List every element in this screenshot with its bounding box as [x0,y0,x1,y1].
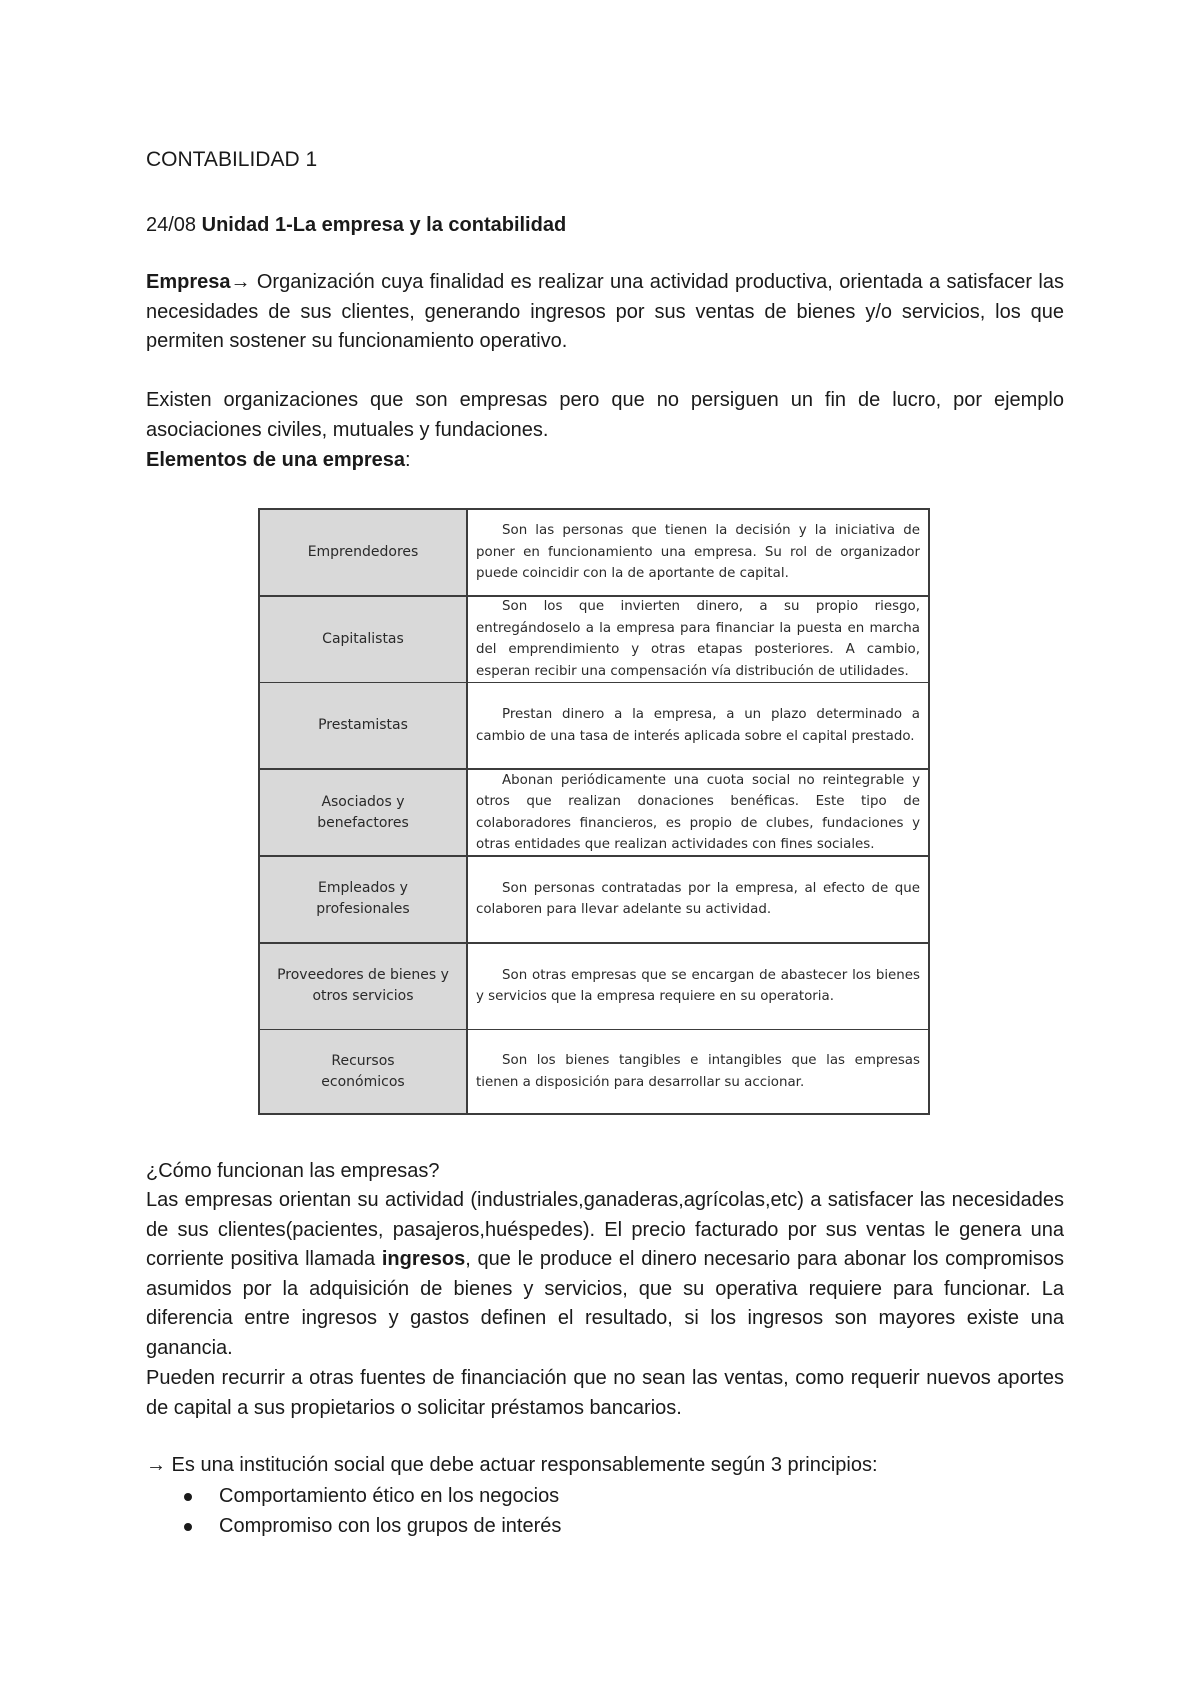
document-title: CONTABILIDAD 1 [146,148,318,171]
empresa-term: Empresa [146,271,231,293]
table-row [260,1030,928,1113]
element-description: Son otras empresas que se encargan de abastecer los bienes y servicios que la empresa requiere en su operatoria. [476,967,920,1004]
list-item [146,1481,561,1511]
elements-table [258,508,930,1115]
element-name-cell: Empleados y profesionales [260,857,468,942]
non-profit-paragraph: Existen organizaciones que son empresas pero que no persiguen un fin de lucro, por ejemplo asociaciones civiles, mutuales y fundaciones. [146,389,1064,441]
element-description: Son personas contratadas por la empresa, al efecto de que colaboren para llevar adelante su actividad. [476,880,920,918]
element-name-cell: Proveedores de bienes y otros servicios [260,944,468,1029]
elementos-heading [146,446,1064,476]
element-description: Prestan dinero a la empresa, a un plazo determinado a cambio de una tasa de interés aplicada sobre el capital prestado. [476,707,920,744]
element-name-cell: Emprendedores [260,510,468,595]
institucion-social-line: → Es una institución social que debe actuar responsablemente según 3 principios: [146,1454,878,1476]
principle-text: Compromiso con los grupos de interés [219,1515,562,1537]
funcionamiento-text-1: Las empresas orientan su actividad (industriales,ganaderas,agrícolas,etc) a satisfacer las necesidades de sus clientes(pacientes, pasajeros,huéspedes). El precio facturado por sus ventas le genera una corriente positiva llamada [146,1189,1064,1270]
empresa-definition: Organización cuya finalidad es realizar una actividad productiva, orientada a satisfacer las necesidades de sus clientes, generando ingresos por sus ventas de bienes y/o servicios, los que permiten sostener su funcionamiento operativo. [146,271,1064,352]
unit-date: 24/08 [146,214,197,236]
element-name-cell: Prestamistas [260,683,468,768]
element-description: Son las personas que tienen la decisión y la iniciativa de poner en funcionamiento una empresa. Su rol de organizador puede coincidir con la de aportante de capital. [476,523,920,582]
empresa-definition-paragraph [146,268,1064,357]
list-item [146,1511,561,1541]
funcionamiento-text-2: , que le produce el dinero necesario para abonar los compromisos asumidos por la adquisición de bienes y servicios, que su operativa requiere para funcionar. La diferencia entre ingresos y gastos definen el resultado, si los ingresos son mayores existe una ganancia. [146,1248,1064,1359]
table-row [260,944,928,1031]
unit-title: Unidad 1-La empresa y la contabilidad [201,214,567,236]
table-row [260,683,928,770]
principles-list [146,1481,561,1541]
element-description-cell [468,944,928,1029]
element-description-cell [468,683,928,768]
ingresos-term: ingresos [381,1248,466,1270]
empresa-arrow: → [230,271,251,293]
table-row [260,770,928,857]
element-description-cell [468,510,928,595]
element-description-cell [468,857,928,942]
element-name-cell: Asociados y benefactores [260,770,468,855]
element-description-cell [468,597,928,682]
table-row [260,510,928,597]
elementos-heading-text: Elementos de una empresa [146,449,405,471]
element-description-cell [468,770,928,855]
bullet-icon [184,1493,192,1501]
como-funcionan-question: ¿Cómo funcionan las empresas? [146,1160,440,1182]
element-description-cell [468,1030,928,1113]
unit-heading [146,211,566,239]
financiacion-paragraph: Pueden recurrir a otras fuentes de financiación que no sean las ventas, como requerir nuevos aportes de capital a sus propietarios o solicitar préstamos bancarios. [146,1367,1064,1419]
element-description: Abonan periódicamente una cuota social no reintegrable y otros que realizan donaciones benéficas. Este tipo de colaboradores financieros, es propio de clubes, fundaciones y otras entidades que realizan actividades con fines sociales. [476,772,920,853]
element-description: Son los que invierten dinero, a su propio riesgo, entregándoselo a la empresa para financiar la puesta en marcha del emprendimiento y otras etapas posteriores. A cambio, esperan recibir una compensación vía distribución de utilidades. [476,599,920,679]
element-description: Son los bienes tangibles e intangibles que las empresas tienen a disposición para desarrollar su accionar. [476,1053,920,1090]
elementos-colon: : [404,449,411,471]
table-row [260,857,928,944]
table-row [260,597,928,684]
element-name-cell: Recursos económicos [260,1030,468,1113]
funcionamiento-paragraph [146,1186,1064,1363]
bullet-icon [184,1523,192,1531]
principle-text: Comportamiento ético en los negocios [219,1485,560,1507]
element-name-cell: Capitalistas [260,597,468,682]
